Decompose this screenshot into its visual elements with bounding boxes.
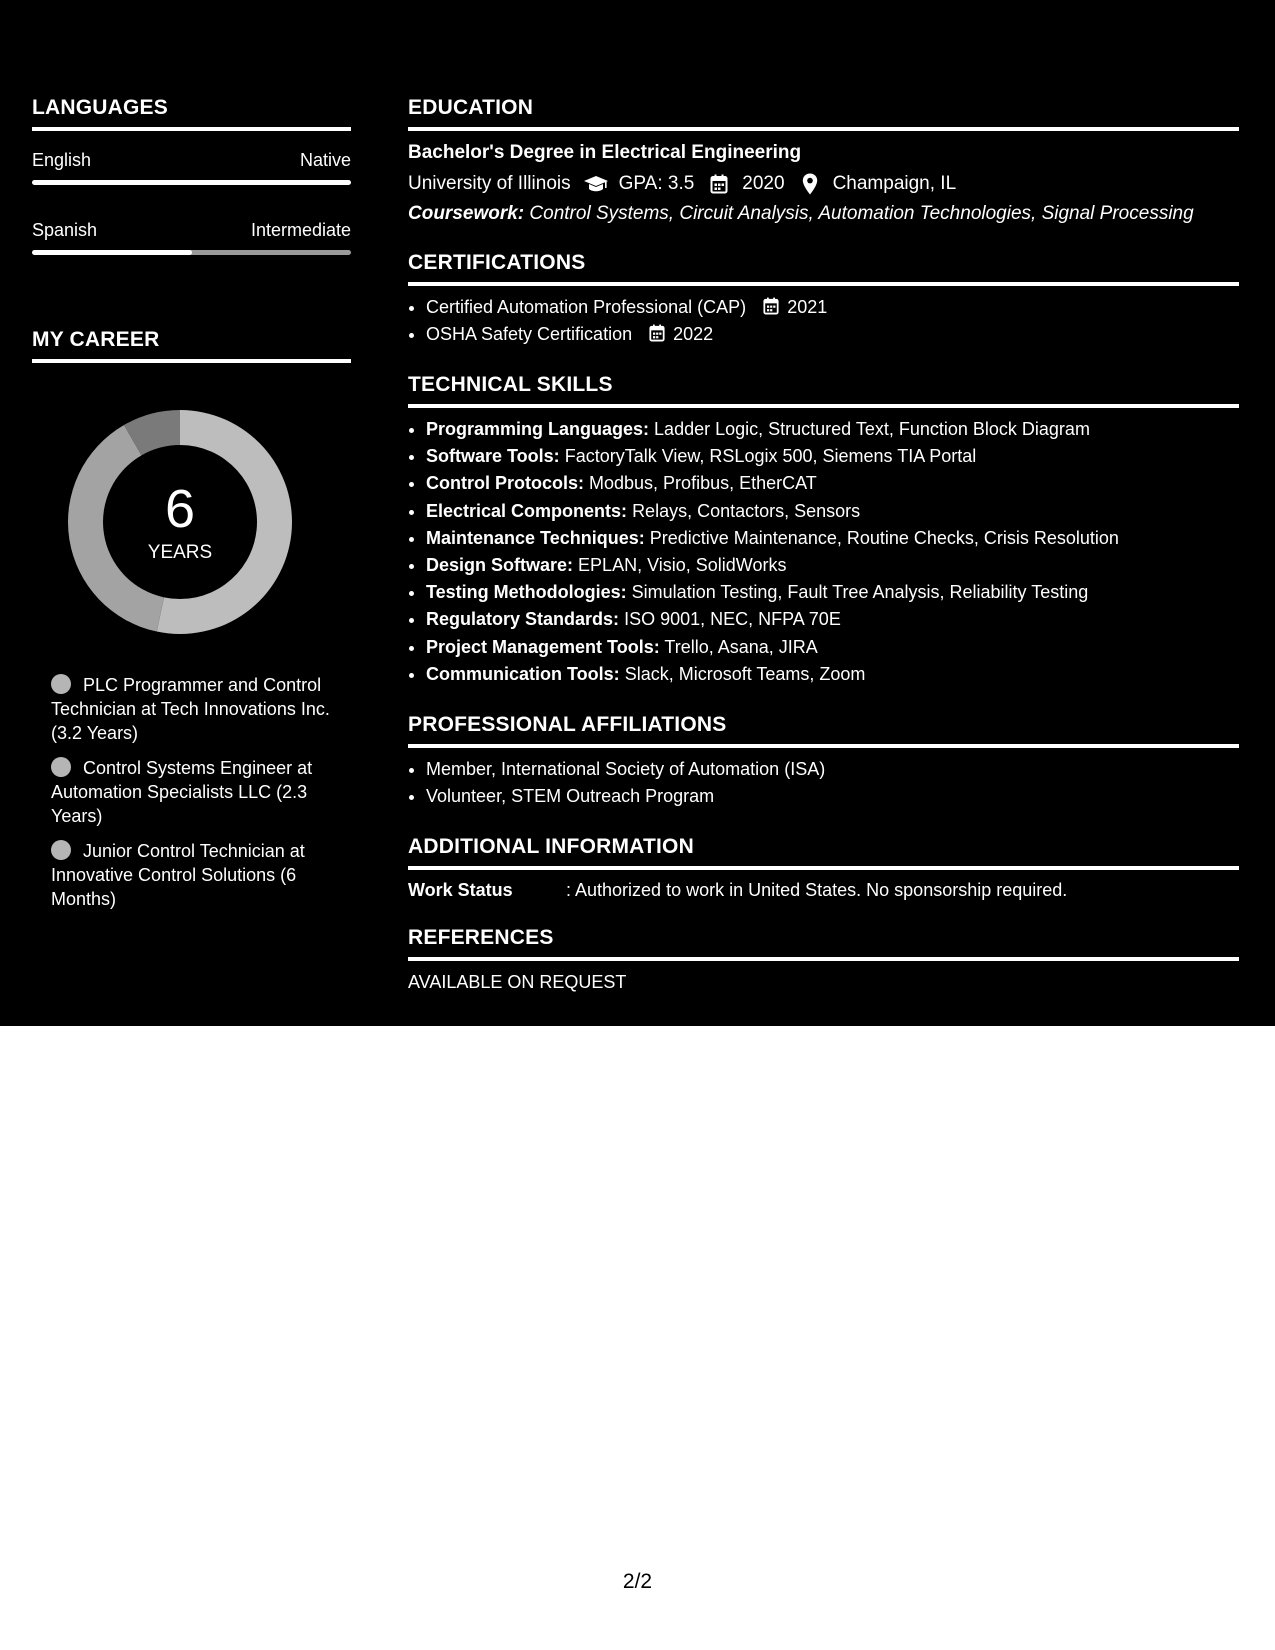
skill-value: ISO 9001, NEC, NFPA 70E <box>624 609 841 630</box>
skill-label: Communication Tools: <box>426 663 620 684</box>
list-item <box>426 416 1239 443</box>
career-years-label: YEARS <box>147 542 213 563</box>
list-item <box>426 525 1239 552</box>
career-heading: MY CAREER <box>32 327 351 363</box>
career-donut-chart <box>65 407 295 637</box>
list-item: • Member, International Society of Automation (ISA) <box>426 756 1239 783</box>
skill-label: Design Software: <box>426 555 574 576</box>
coursework-label: Coursework: <box>408 203 525 224</box>
coursework-text: Control Systems, Circuit Analysis, Automation Technologies, Signal Processing <box>529 203 1194 224</box>
calendar-icon <box>763 297 779 315</box>
list-item <box>51 673 336 745</box>
graduation-cap-icon <box>583 173 609 195</box>
skill-label: Electrical Components: <box>426 500 628 521</box>
language-name: Spanish <box>32 220 98 240</box>
affiliations-heading: PROFESSIONAL AFFILIATIONS <box>408 712 1239 748</box>
language-level: Intermediate <box>250 220 351 240</box>
skill-value: Modbus, Profibus, EtherCAT <box>589 473 817 494</box>
certification-year: 2021 <box>787 297 828 317</box>
location: Champaign, IL <box>832 173 957 194</box>
page-number: 2/2 <box>622 1570 653 1593</box>
language-name: English <box>32 150 92 170</box>
list-item <box>426 634 1239 661</box>
work-status-row <box>408 879 1239 901</box>
additional-info-section <box>408 834 1239 901</box>
career-job-list <box>51 673 336 911</box>
left-column <box>32 95 351 922</box>
references-section <box>408 925 1239 993</box>
list-item <box>51 839 336 911</box>
languages-heading: LANGUAGES <box>32 95 351 131</box>
work-status-label: Work Status <box>408 880 513 901</box>
language-level: Native <box>299 150 351 170</box>
skill-label: Maintenance Techniques: <box>426 527 645 548</box>
certification-name: Certified Automation Professional (CAP) <box>426 297 747 317</box>
list-item <box>426 552 1239 579</box>
language-item-english <box>32 149 351 185</box>
certification-year: 2022 <box>673 324 714 344</box>
degree-title: Bachelor's Degree in Electrical Engineering <box>408 142 802 163</box>
language-item-spanish <box>32 219 351 255</box>
education-meta <box>408 172 1239 196</box>
skill-label: Programming Languages: <box>426 419 650 439</box>
calendar-icon <box>706 173 732 195</box>
skill-value: Simulation Testing, Fault Tree Analysis, Reliability Testing <box>631 582 1089 603</box>
work-status-value: : Authorized to work in United States. No sponsorship required. <box>566 880 1068 901</box>
certifications-heading: CERTIFICATIONS <box>408 250 1239 286</box>
list-item <box>426 661 1239 688</box>
school-name: University of Illinois <box>408 173 571 194</box>
language-level-bar <box>32 250 351 255</box>
certifications-section <box>408 250 1239 348</box>
job-text: PLC Programmer and Control Technician at Tech Innovations Inc. (3.2 Years) <box>51 675 330 743</box>
references-heading: REFERENCES <box>408 925 1239 961</box>
location-pin-icon <box>797 173 823 195</box>
coursework <box>408 202 1239 226</box>
certifications-list <box>408 294 1239 348</box>
list-item <box>426 321 1239 348</box>
skills-section <box>408 372 1239 688</box>
skills-heading: TECHNICAL SKILLS <box>408 372 1239 408</box>
skill-label: Control Protocols: <box>426 473 584 494</box>
list-item <box>426 443 1239 470</box>
additional-info-heading: ADDITIONAL INFORMATION <box>408 834 1239 870</box>
skill-value: EPLAN, Visio, SolidWorks <box>578 555 787 576</box>
skill-value: Ladder Logic, Structured Text, Function Block Diagram <box>654 419 1090 439</box>
calendar-icon <box>649 324 665 342</box>
list-item: • Volunteer, STEM Outreach Program <box>426 783 1239 810</box>
legend-dot-icon <box>51 757 71 777</box>
job-text: Control Systems Engineer at Automation Specialists LLC (2.3 Years) <box>51 758 313 826</box>
skill-value: Predictive Maintenance, Routine Checks, Crisis Resolution <box>649 527 1119 548</box>
affiliations-list <box>408 756 1239 810</box>
education-heading: EDUCATION <box>408 95 1239 131</box>
skill-label: Project Management Tools: <box>426 636 660 657</box>
skill-label: Testing Methodologies: <box>426 582 627 603</box>
legend-dot-icon <box>51 674 71 694</box>
list-item <box>426 498 1239 525</box>
skill-value: Relays, Contactors, Sensors <box>632 500 861 521</box>
job-text: Junior Control Technician at Innovative Control Solutions (6 Months) <box>51 841 305 909</box>
list-item <box>426 470 1239 497</box>
skill-label: Regulatory Standards: <box>426 609 620 630</box>
skills-list <box>408 416 1239 688</box>
skill-value: FactoryTalk View, RSLogix 500, Siemens TIA Portal <box>564 446 977 467</box>
skill-value: Slack, Microsoft Teams, Zoom <box>624 663 866 684</box>
skill-value: Trello, Asana, JIRA <box>664 636 818 657</box>
list-item <box>426 294 1239 321</box>
graduation-year: 2020 <box>742 173 785 194</box>
list-item <box>426 606 1239 633</box>
skill-label: Software Tools: <box>426 446 560 467</box>
references-text: AVAILABLE ON REQUEST <box>408 972 627 993</box>
gpa: GPA: 3.5 <box>618 173 695 194</box>
language-level-bar <box>32 180 351 185</box>
legend-dot-icon <box>51 840 71 860</box>
list-item <box>51 756 336 828</box>
certification-name: OSHA Safety Certification <box>426 324 633 344</box>
career-years-number: 6 <box>164 479 196 539</box>
right-column <box>408 95 1239 993</box>
list-item <box>426 579 1239 606</box>
affiliations-section <box>408 712 1239 810</box>
